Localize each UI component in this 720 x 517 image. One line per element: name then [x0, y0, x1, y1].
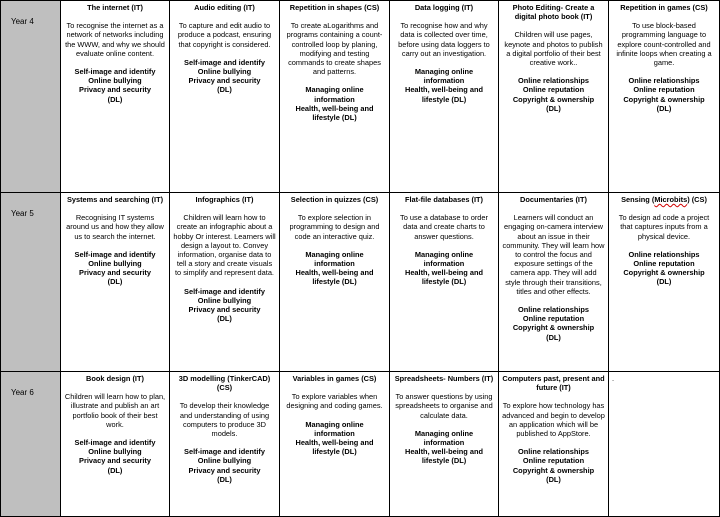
safety-strand: Online bullying — [88, 76, 142, 86]
safety-strand: Self-image and identify — [74, 67, 156, 77]
unit-title: Data logging (IT) — [414, 3, 474, 12]
unit-title: Infographics (IT) — [195, 195, 254, 204]
safety-strand: Self-image and identify — [74, 249, 156, 259]
safety-strand: Health, well-being and — [295, 438, 374, 448]
online-safety-strands — [64, 438, 166, 475]
safety-strand: information — [423, 259, 465, 269]
unit-description: To explore selection in programming to design and code an interactive quiz. — [289, 213, 380, 241]
safety-strand: Managing online — [305, 419, 364, 429]
safety-strand: Online bullying — [197, 456, 252, 466]
unit-description: Learners will conduct an engaging on-camera interview about an issue in their community. They will learn how to control the focus and exposure settings of the camera app. They will add style through their transitions, titles and other effects. — [502, 213, 605, 296]
unit-cell — [390, 1, 499, 193]
safety-strand: Health, well-being and — [404, 447, 484, 457]
unit-cell — [170, 372, 280, 517]
safety-strand: Managing online — [305, 85, 364, 95]
unit-description: To explore variables when designing and coding games. — [286, 392, 383, 411]
safety-strand: Health, well-being and — [404, 85, 484, 95]
safety-strand: (DL) — [107, 465, 123, 475]
safety-strand: (DL) — [217, 314, 232, 324]
safety-strand: Privacy and security — [188, 305, 261, 315]
safety-strand: lifestyle (DL) — [312, 447, 357, 457]
online-safety-strands — [502, 447, 605, 484]
safety-strand: Copyright & ownership — [512, 323, 595, 333]
safety-strand: (DL) — [546, 474, 561, 484]
safety-strand: lifestyle (DL) — [421, 94, 467, 104]
safety-strand: Online relationships — [628, 76, 700, 86]
safety-strand: Privacy and security — [79, 268, 151, 278]
unit-description: Recognising IT systems around us and how they allow us to search the internet. — [66, 213, 164, 241]
online-safety-strands — [173, 287, 276, 324]
safety-strand: Health, well-being and — [295, 103, 374, 113]
unit-cell — [280, 1, 390, 193]
online-safety-strands — [64, 250, 166, 287]
safety-strand: (DL) — [217, 474, 232, 484]
online-safety-strands — [64, 67, 166, 104]
safety-strand: Online relationships — [517, 305, 590, 315]
safety-strand: Online bullying — [88, 447, 142, 457]
safety-strand: Managing online — [414, 249, 474, 259]
unit-title: Book design (IT) — [86, 374, 144, 383]
unit-cell — [499, 372, 609, 517]
spellcheck-marked-word: Microbits — [654, 195, 688, 204]
unit-cell — [61, 193, 170, 372]
unit-cell — [61, 372, 170, 517]
unit-cell — [61, 1, 170, 193]
online-safety-strands — [393, 67, 495, 104]
safety-strand: information — [314, 94, 355, 104]
unit-description: To create aLogarithms and programs containing a count-controlled loop by planing, modifying and testing commands to create shapes and patterns. — [286, 21, 383, 77]
unit-title — [612, 195, 716, 204]
unit-description: To explore how technology has advanced and begin to develop an application which will be published to AppStore. — [502, 401, 605, 439]
unit-cell — [280, 193, 390, 372]
unit-title: The internet (IT) — [87, 3, 143, 12]
safety-strand: (DL) — [546, 332, 561, 342]
safety-strand: Online bullying — [197, 67, 252, 77]
unit-title: Documentaries (IT) — [520, 195, 587, 204]
unit-cell — [170, 1, 280, 193]
safety-strand: Online reputation — [522, 456, 585, 466]
unit-description: To recognise the internet as a network of networks including the WWW, and why we should evaluate online content. — [65, 21, 165, 58]
unit-description: Children will learn how to plan, illustrate and publish an art portfolio book of their best work. — [64, 392, 166, 429]
safety-strand: Self-image and identify — [184, 286, 265, 296]
safety-strand: information — [314, 428, 355, 438]
unit-title: Photo Editing- Create a digital photo book (IT) — [512, 3, 595, 22]
safety-strand: Copyright & ownership — [512, 465, 595, 475]
unit-description: Children will use pages, keynote and photos to publish a digital portfolio of their best creative work.. — [504, 30, 603, 68]
online-safety-strands — [173, 58, 276, 95]
safety-strand: information — [423, 76, 465, 86]
safety-strand: Copyright & ownership — [623, 268, 705, 278]
unit-title: Computers past, present and future (IT) — [502, 374, 605, 393]
unit-description: To use a database to order data and create charts to answer questions. — [400, 213, 488, 241]
online-safety-strands — [393, 429, 495, 466]
online-safety-strands — [612, 250, 716, 287]
unit-title-part: ) (CS) — [687, 195, 707, 204]
unit-description: To recognise how and why data is collected over time, before using data loggers to carry out an investigation. — [398, 21, 490, 58]
unit-cell — [170, 193, 280, 372]
safety-strand: Online reputation — [522, 85, 585, 95]
safety-strand: (DL) — [656, 277, 672, 287]
safety-strand: Managing online — [414, 67, 474, 77]
safety-strand: Self-image and identify — [184, 57, 265, 67]
safety-strand: Privacy and security — [188, 76, 261, 86]
unit-title: Variables in games (CS) — [292, 374, 377, 383]
online-safety-strands — [283, 420, 386, 457]
safety-strand: Copyright & ownership — [512, 94, 595, 104]
online-safety-strands — [502, 305, 605, 342]
safety-strand: Health, well-being and — [295, 268, 374, 278]
year-label: Year 6 — [1, 372, 61, 517]
online-safety-strands — [502, 76, 605, 113]
safety-strand: information — [314, 259, 355, 269]
unit-title: Selection in quizzes (CS) — [290, 195, 379, 204]
unit-cell — [390, 372, 499, 517]
safety-strand: Online reputation — [633, 85, 695, 95]
safety-strand: Online relationships — [517, 447, 590, 457]
unit-title: Flat-file databases (IT) — [404, 195, 484, 204]
safety-strand: Managing online — [414, 428, 474, 438]
safety-strand: Online bullying — [88, 259, 142, 269]
safety-strand: Online bullying — [197, 295, 252, 305]
unit-cell — [390, 193, 499, 372]
unit-title-part: Sensing ( — [621, 195, 655, 204]
unit-title: Repetition in shapes (CS) — [289, 3, 380, 12]
unit-cell — [609, 193, 720, 372]
unit-description: To design ad code a project that captures inputs from a physical device. — [618, 213, 710, 241]
safety-strand: Health, well-being and — [404, 268, 484, 278]
cell-note: . — [612, 374, 615, 383]
safety-strand: (DL) — [107, 277, 123, 287]
safety-strand: Online reputation — [633, 259, 695, 269]
unit-description: To capture and edit audio to produce a podcast, ensuring that copyright is considered. — [177, 21, 272, 49]
unit-description: To develop their knowledge and understanding of using computers to produce 3D models. — [179, 401, 270, 439]
online-safety-strands — [612, 76, 716, 113]
unit-title: 3D modelling (TinkerCAD) (CS) — [178, 374, 271, 393]
safety-strand: Privacy and security — [188, 465, 261, 475]
unit-description: To use block-based programming language to explore count-controlled and infinite loops when creating a game. — [616, 21, 712, 68]
unit-cell — [499, 1, 609, 193]
year-label: Year 5 — [1, 193, 61, 372]
unit-cell — [499, 193, 609, 372]
safety-strand: lifestyle (DL) — [312, 113, 357, 123]
unit-title: Systems and searching (IT) — [66, 195, 164, 204]
table-row-year-4 — [1, 1, 720, 193]
unit-description: To answer questions by using spreadsheets to organise and calculate data. — [395, 392, 493, 420]
empty-unit-cell — [609, 372, 720, 517]
safety-strand: Online reputation — [522, 314, 585, 324]
unit-title: Spreadsheets- Numbers (IT) — [394, 374, 494, 383]
unit-title: Repetition in games (CS) — [620, 3, 708, 12]
safety-strand: (DL) — [107, 94, 123, 104]
safety-strand: Privacy and security — [79, 85, 151, 95]
safety-strand: Privacy and security — [79, 456, 151, 466]
safety-strand: Self-image and identify — [74, 438, 156, 448]
unit-cell — [280, 372, 390, 517]
safety-strand: (DL) — [656, 103, 672, 113]
safety-strand: (DL) — [217, 85, 232, 95]
year-label: Year 4 — [1, 1, 61, 193]
online-safety-strands — [283, 250, 386, 287]
safety-strand: lifestyle (DL) — [421, 277, 467, 287]
online-safety-strands — [283, 85, 386, 122]
safety-strand: Online relationships — [517, 76, 590, 86]
unit-title: Audio editing (IT) — [194, 3, 255, 12]
online-safety-strands — [393, 250, 495, 287]
safety-strand: (DL) — [546, 103, 561, 113]
safety-strand: Online relationships — [628, 249, 700, 259]
online-safety-strands — [173, 447, 276, 484]
safety-strand: Copyright & ownership — [623, 94, 705, 104]
table-row-year-5 — [1, 193, 720, 372]
safety-strand: information — [423, 438, 465, 448]
safety-strand: Self-image and identify — [184, 447, 265, 457]
safety-strand: lifestyle (DL) — [421, 456, 467, 466]
safety-strand: lifestyle (DL) — [312, 277, 357, 287]
safety-strand: Managing online — [305, 249, 364, 259]
unit-cell — [609, 1, 720, 193]
unit-description: Children will learn how to create an infographic about a hobby Or interest. Learners will design a layout to. Convey information, organise data to tell a story and create visuals to simplify and represent data. — [173, 213, 276, 278]
table-row-year-6 — [1, 372, 720, 517]
